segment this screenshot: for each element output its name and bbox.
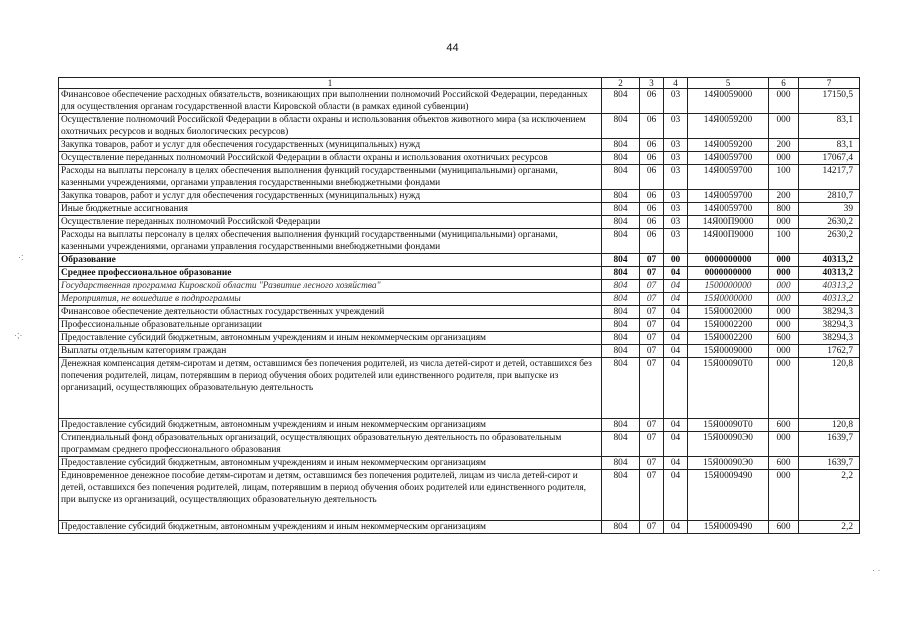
- subsection-code-cell: 04: [664, 267, 688, 280]
- section-code-cell: 06: [640, 216, 664, 229]
- column-header: 5: [688, 78, 769, 89]
- subsection-code-cell: 04: [664, 457, 688, 470]
- chapter-code-cell: 804: [602, 358, 640, 419]
- subsection-code-cell: 04: [664, 345, 688, 358]
- expense-type-cell: 000: [769, 319, 799, 332]
- amount-cell: 40313,2: [799, 280, 860, 293]
- section-code-cell: 06: [640, 229, 664, 254]
- chapter-code-cell: 804: [602, 345, 640, 358]
- subsection-code-cell: 03: [664, 190, 688, 203]
- amount-cell: 1762,7: [799, 345, 860, 358]
- subsection-code-cell: 03: [664, 203, 688, 216]
- target-article-cell: 15Я0000000: [688, 293, 769, 306]
- subsection-code-cell: 04: [664, 319, 688, 332]
- chapter-code-cell: 804: [602, 114, 640, 139]
- budget-table: [58, 77, 860, 534]
- amount-cell: 83,1: [799, 139, 860, 152]
- subsection-code-cell: 03: [664, 165, 688, 190]
- chapter-code-cell: 804: [602, 165, 640, 190]
- chapter-code-cell: 804: [602, 203, 640, 216]
- subsection-code-cell: 03: [664, 152, 688, 165]
- chapter-code-cell: 804: [602, 267, 640, 280]
- expense-type-cell: 000: [769, 114, 799, 139]
- scan-artifact: ·:: [18, 252, 24, 262]
- column-header: 7: [799, 78, 860, 89]
- target-article-cell: 15Я0009490: [688, 470, 769, 521]
- expense-type-cell: 600: [769, 419, 799, 432]
- table-row: [59, 319, 860, 332]
- row-name-cell: Осуществление полномочий Российской Федерации в области охраны и использования объектов животного мира (за исключением охотничьих ресурсов и водных биологических ресурсов): [59, 114, 602, 139]
- target-article-cell: 14Я00П9000: [688, 229, 769, 254]
- target-article-cell: 15Я0002200: [688, 319, 769, 332]
- table-row: [59, 254, 860, 267]
- row-name-cell: Финансовое обеспечение расходных обязательств, возникающих при выполнении полномочий Российской Федерации, переданных для осуществления органам государственной власти Кировской области (в рамках единой субвенции): [59, 89, 602, 114]
- expense-type-cell: 000: [769, 267, 799, 280]
- amount-cell: 2,2: [799, 521, 860, 534]
- target-article-cell: 0000000000: [688, 254, 769, 267]
- table-row: [59, 190, 860, 203]
- row-name-cell: Осуществление переданных полномочий Российской Федерации: [59, 216, 602, 229]
- row-name-cell: Мероприятия, не вошедшие в подпрограммы: [59, 293, 602, 306]
- expense-type-cell: 600: [769, 457, 799, 470]
- column-header: 6: [769, 78, 799, 89]
- subsection-code-cell: 04: [664, 280, 688, 293]
- table-row: [59, 306, 860, 319]
- expense-type-cell: 800: [769, 203, 799, 216]
- chapter-code-cell: 804: [602, 419, 640, 432]
- target-article-cell: 1500000000: [688, 280, 769, 293]
- subsection-code-cell: 04: [664, 293, 688, 306]
- chapter-code-cell: 804: [602, 280, 640, 293]
- subsection-code-cell: 00: [664, 254, 688, 267]
- chapter-code-cell: 804: [602, 254, 640, 267]
- target-article-cell: 14Я0059200: [688, 114, 769, 139]
- expense-type-cell: 200: [769, 190, 799, 203]
- section-code-cell: 07: [640, 358, 664, 419]
- row-name-cell: Предоставление субсидий бюджетным, автономным учреждениям и иным некоммерческим организациям: [59, 332, 602, 345]
- table-row: [59, 419, 860, 432]
- chapter-code-cell: 804: [602, 89, 640, 114]
- row-name-cell: Осуществление переданных полномочий Российской Федерации в области охраны и использования охотничьих ресурсов: [59, 152, 602, 165]
- amount-cell: 38294,3: [799, 332, 860, 345]
- target-article-cell: 15Я00090Т0: [688, 419, 769, 432]
- column-header: 4: [664, 78, 688, 89]
- section-code-cell: 07: [640, 521, 664, 534]
- section-code-cell: 07: [640, 319, 664, 332]
- amount-cell: 1639,7: [799, 457, 860, 470]
- target-article-cell: 14Я0059200: [688, 139, 769, 152]
- section-code-cell: 07: [640, 432, 664, 457]
- section-code-cell: 07: [640, 267, 664, 280]
- target-article-cell: 14Я0059000: [688, 89, 769, 114]
- amount-cell: 40313,2: [799, 293, 860, 306]
- amount-cell: 17067,4: [799, 152, 860, 165]
- target-article-cell: 15Я00090Э0: [688, 457, 769, 470]
- chapter-code-cell: 804: [602, 216, 640, 229]
- amount-cell: 2810,7: [799, 190, 860, 203]
- column-header: 1: [59, 78, 602, 89]
- amount-cell: 38294,3: [799, 319, 860, 332]
- subsection-code-cell: 03: [664, 89, 688, 114]
- chapter-code-cell: 804: [602, 139, 640, 152]
- table-row: [59, 114, 860, 139]
- section-code-cell: 07: [640, 280, 664, 293]
- subsection-code-cell: 04: [664, 332, 688, 345]
- expense-type-cell: 000: [769, 216, 799, 229]
- chapter-code-cell: 804: [602, 306, 640, 319]
- table-row: [59, 457, 860, 470]
- section-code-cell: 07: [640, 457, 664, 470]
- section-code-cell: 07: [640, 306, 664, 319]
- section-code-cell: 06: [640, 190, 664, 203]
- scan-artifact: ·;·: [14, 330, 23, 340]
- expense-type-cell: 000: [769, 345, 799, 358]
- expense-type-cell: 000: [769, 152, 799, 165]
- table-row: [59, 139, 860, 152]
- expense-type-cell: 000: [769, 306, 799, 319]
- target-article-cell: 14Я0059700: [688, 203, 769, 216]
- subsection-code-cell: 04: [664, 306, 688, 319]
- amount-cell: 1639,7: [799, 432, 860, 457]
- section-code-cell: 07: [640, 254, 664, 267]
- section-code-cell: 07: [640, 470, 664, 521]
- table-row: [59, 358, 860, 419]
- target-article-cell: 15Я00090Т0: [688, 358, 769, 419]
- subsection-code-cell: 03: [664, 114, 688, 139]
- target-article-cell: 14Я0059700: [688, 190, 769, 203]
- table-row: [59, 203, 860, 216]
- target-article-cell: 15Я0002200: [688, 332, 769, 345]
- amount-cell: 120,8: [799, 419, 860, 432]
- expense-type-cell: 000: [769, 89, 799, 114]
- table-row: [59, 332, 860, 345]
- row-name-cell: Единовременное денежное пособие детям-сиротам и детям, оставшимся без попечения родителей, лицам из числа детей-сирот и детей, оставшихся без попечения родителей, лицам, потерявшим в период обучения обоих родителей или единственного родителя, при выпуске из организаций, осуществляющих образовательную деятельность: [59, 470, 602, 521]
- row-name-cell: Предоставление субсидий бюджетным, автономным учреждениям и иным некоммерческим организациям: [59, 457, 602, 470]
- subsection-code-cell: 04: [664, 432, 688, 457]
- amount-cell: 40313,2: [799, 254, 860, 267]
- expense-type-cell: 200: [769, 139, 799, 152]
- row-name-cell: Расходы на выплаты персоналу в целях обеспечения выполнения функций государственными (муниципальными) органами, казенными учреждениями, органами управления государственными внебюджетными фондами: [59, 229, 602, 254]
- row-name-cell: Денежная компенсация детям-сиротам и детям, оставшимся без попечения родителей, из числа детей-сирот и детей, оставшихся без попечения родителей, лицам, потерявшим в период обучения обоих родителей или единственного родителя, при выпуске из организаций, осуществляющих образовательную деятельность: [59, 358, 602, 419]
- expense-type-cell: 100: [769, 165, 799, 190]
- table-row: [59, 432, 860, 457]
- column-header: 3: [640, 78, 664, 89]
- expense-type-cell: 600: [769, 332, 799, 345]
- row-name-cell: Предоставление субсидий бюджетным, автономным учреждениям и иным некоммерческим организациям: [59, 521, 602, 534]
- chapter-code-cell: 804: [602, 332, 640, 345]
- row-name-cell: Среднее профессиональное образование: [59, 267, 602, 280]
- amount-cell: 38294,3: [799, 306, 860, 319]
- expense-type-cell: 000: [769, 358, 799, 419]
- expense-type-cell: 100: [769, 229, 799, 254]
- chapter-code-cell: 804: [602, 521, 640, 534]
- expense-type-cell: 000: [769, 254, 799, 267]
- expense-type-cell: 000: [769, 293, 799, 306]
- table-row: [59, 229, 860, 254]
- section-code-cell: 07: [640, 419, 664, 432]
- row-name-cell: Иные бюджетные ассигнования: [59, 203, 602, 216]
- section-code-cell: 06: [640, 139, 664, 152]
- expense-type-cell: 600: [769, 521, 799, 534]
- target-article-cell: 14Я0059700: [688, 165, 769, 190]
- table-row: [59, 216, 860, 229]
- row-name-cell: Выплаты отдельным категориям граждан: [59, 345, 602, 358]
- table-header-row: [59, 78, 860, 89]
- column-header: 2: [602, 78, 640, 89]
- subsection-code-cell: 03: [664, 139, 688, 152]
- chapter-code-cell: 804: [602, 319, 640, 332]
- section-code-cell: 06: [640, 203, 664, 216]
- chapter-code-cell: 804: [602, 229, 640, 254]
- page-number: 44: [446, 42, 459, 54]
- chapter-code-cell: 804: [602, 432, 640, 457]
- chapter-code-cell: 804: [602, 152, 640, 165]
- target-article-cell: 15Я0009490: [688, 521, 769, 534]
- amount-cell: 2630,2: [799, 229, 860, 254]
- section-code-cell: 06: [640, 165, 664, 190]
- section-code-cell: 06: [640, 89, 664, 114]
- table-row: [59, 345, 860, 358]
- amount-cell: 39: [799, 203, 860, 216]
- section-code-cell: 06: [640, 152, 664, 165]
- row-name-cell: Финансовое обеспечение деятельности областных государственных учреждений: [59, 306, 602, 319]
- expense-type-cell: 000: [769, 280, 799, 293]
- chapter-code-cell: 804: [602, 470, 640, 521]
- chapter-code-cell: 804: [602, 457, 640, 470]
- amount-cell: 83,1: [799, 114, 860, 139]
- row-name-cell: Предоставление субсидий бюджетным, автономным учреждениям и иным некоммерческим организациям: [59, 419, 602, 432]
- amount-cell: 17150,5: [799, 89, 860, 114]
- target-article-cell: 15Я0009000: [688, 345, 769, 358]
- amount-cell: 2,2: [799, 470, 860, 521]
- subsection-code-cell: 04: [664, 358, 688, 419]
- table-row: [59, 470, 860, 521]
- expense-type-cell: 000: [769, 470, 799, 521]
- table-row: [59, 280, 860, 293]
- expense-type-cell: 000: [769, 432, 799, 457]
- section-code-cell: 07: [640, 293, 664, 306]
- chapter-code-cell: 804: [602, 293, 640, 306]
- table-row: [59, 293, 860, 306]
- table-row: [59, 521, 860, 534]
- row-name-cell: Закупка товаров, работ и услуг для обеспечения государственных (муниципальных) нужд: [59, 190, 602, 203]
- row-name-cell: Государственная программа Кировской области "Развитие лесного хозяйства": [59, 280, 602, 293]
- row-name-cell: Образование: [59, 254, 602, 267]
- row-name-cell: Профессиональные образовательные организации: [59, 319, 602, 332]
- section-code-cell: 07: [640, 332, 664, 345]
- table-row: [59, 267, 860, 280]
- target-article-cell: 15Я00090Э0: [688, 432, 769, 457]
- subsection-code-cell: 04: [664, 470, 688, 521]
- amount-cell: 14217,7: [799, 165, 860, 190]
- section-code-cell: 07: [640, 345, 664, 358]
- table-row: [59, 152, 860, 165]
- target-article-cell: 14Я00П9000: [688, 216, 769, 229]
- amount-cell: 40313,2: [799, 267, 860, 280]
- row-name-cell: Стипендиальный фонд образовательных организаций, осуществляющих образовательную деятельность по образовательным программам среднего профессионального образования: [59, 432, 602, 457]
- amount-cell: 120,8: [799, 358, 860, 419]
- target-article-cell: 15Я0002000: [688, 306, 769, 319]
- subsection-code-cell: 04: [664, 419, 688, 432]
- row-name-cell: Закупка товаров, работ и услуг для обеспечения государственных (муниципальных) нужд: [59, 139, 602, 152]
- table-row: [59, 165, 860, 190]
- subsection-code-cell: 03: [664, 216, 688, 229]
- subsection-code-cell: 03: [664, 229, 688, 254]
- chapter-code-cell: 804: [602, 190, 640, 203]
- row-name-cell: Расходы на выплаты персоналу в целях обеспечения выполнения функций государственными (муниципальными) органами, казенными учреждениями, органами управления государственными внебюджетными фондами: [59, 165, 602, 190]
- section-code-cell: 06: [640, 114, 664, 139]
- subsection-code-cell: 04: [664, 521, 688, 534]
- table-row: [59, 89, 860, 114]
- target-article-cell: 14Я0059700: [688, 152, 769, 165]
- target-article-cell: 0000000000: [688, 267, 769, 280]
- scan-artifact: · ·: [872, 565, 881, 575]
- amount-cell: 2630,2: [799, 216, 860, 229]
